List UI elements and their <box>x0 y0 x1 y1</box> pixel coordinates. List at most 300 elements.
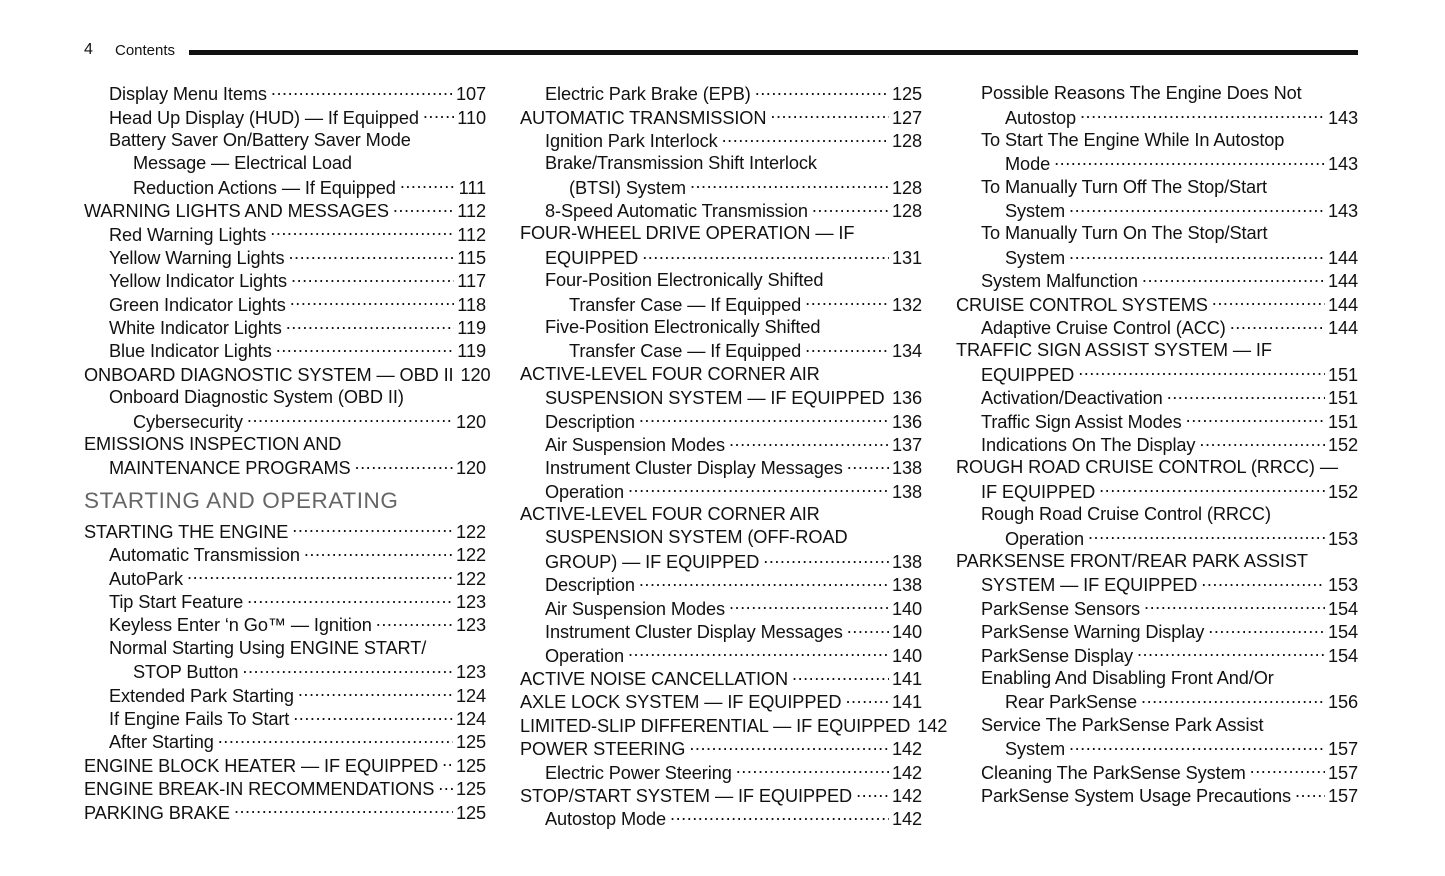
toc-entry-title: Extended Park Starting <box>109 685 294 706</box>
toc-entry[interactable] <box>520 176 922 199</box>
dot-leader <box>393 199 454 217</box>
toc-entry-title: Activation/Deactivation <box>981 388 1163 409</box>
toc-page-number: 125 <box>455 779 486 800</box>
dot-leader <box>1250 760 1325 778</box>
toc-entry[interactable] <box>84 105 486 128</box>
toc-entry-title: FOUR-WHEEL DRIVE OPERATION — IF <box>520 223 855 244</box>
toc-entry-title: AutoPark <box>109 568 184 589</box>
toc-entry-title: (BTSI) System <box>569 177 686 198</box>
dot-leader <box>628 643 889 661</box>
dot-leader <box>792 667 889 685</box>
toc-entry-heading[interactable] <box>520 105 922 128</box>
toc-entry-title: Yellow Indicator Lights <box>109 271 288 292</box>
toc-entry-title: After Starting <box>109 732 214 753</box>
toc-entry-title: ACTIVE-LEVEL FOUR CORNER AIR <box>520 363 820 384</box>
toc-entry[interactable] <box>956 409 1358 432</box>
dot-leader <box>805 339 889 357</box>
toc-entry[interactable] <box>956 246 1358 269</box>
dot-leader <box>1144 597 1325 615</box>
toc-entry-heading[interactable] <box>84 754 486 777</box>
toc-entry-title: Mode <box>1005 154 1051 175</box>
toc-entry[interactable] <box>84 82 486 105</box>
toc-entry-title: Operation <box>1005 528 1084 549</box>
dot-leader <box>242 660 453 678</box>
toc-entry-title: POWER STEERING <box>520 739 686 760</box>
toc-entry[interactable] <box>84 316 486 339</box>
toc-page-number: 138 <box>891 458 922 479</box>
dot-leader <box>1078 363 1325 381</box>
toc-entry-title: AUTOMATIC TRANSMISSION <box>520 107 767 128</box>
toc-entry-heading[interactable] <box>956 293 1358 316</box>
toc-entry-heading[interactable] <box>84 777 486 800</box>
dot-leader <box>755 82 889 100</box>
toc-entry[interactable] <box>956 690 1358 713</box>
toc-entry[interactable] <box>956 386 1358 409</box>
toc-entry <box>956 667 1358 690</box>
toc-page-number: 154 <box>1327 622 1358 643</box>
dot-leader <box>1069 246 1325 264</box>
dot-leader <box>729 597 889 615</box>
toc-entry[interactable] <box>520 129 922 152</box>
dot-leader <box>292 520 453 538</box>
dot-leader <box>1199 433 1325 451</box>
dot-leader <box>1295 784 1325 802</box>
toc-entry-title: TRAFFIC SIGN ASSIST SYSTEM — IF <box>956 340 1272 361</box>
toc-entry-title: WARNING LIGHTS AND MESSAGES <box>84 201 389 222</box>
dot-leader <box>234 800 453 818</box>
header-rule <box>189 50 1358 55</box>
dot-leader <box>736 760 889 778</box>
toc-entry <box>956 503 1358 526</box>
dot-leader <box>689 737 889 755</box>
toc-entry-title: Air Suspension Modes <box>545 435 725 456</box>
toc-entry-title: Tip Start Feature <box>109 592 244 612</box>
toc-entry-heading <box>956 456 1358 479</box>
toc-entry[interactable] <box>84 730 486 753</box>
toc-page-number: 143 <box>1327 154 1358 175</box>
toc-entry[interactable] <box>84 566 486 589</box>
toc-page-number: 151 <box>1327 411 1358 432</box>
toc-entry-heading <box>520 363 922 386</box>
toc-entry-title: Reduction Actions — If Equipped <box>133 177 396 198</box>
toc-entry[interactable] <box>520 550 922 573</box>
toc-entry[interactable] <box>956 597 1358 620</box>
toc-page-number: 143 <box>1327 201 1358 222</box>
toc-entry-title: Four-Position Electronically Shifted <box>545 270 824 291</box>
dot-leader <box>1137 643 1325 661</box>
toc-entry-title: Enabling And Disabling Front And/Or <box>981 667 1274 688</box>
toc-entry-title: CRUISE CONTROL SYSTEMS <box>956 294 1208 315</box>
toc-entry[interactable] <box>520 409 922 432</box>
toc-entry[interactable] <box>956 105 1358 128</box>
toc-page-number: 125 <box>455 802 486 823</box>
toc-entry-heading[interactable] <box>84 199 486 222</box>
toc-entry[interactable] <box>520 760 922 783</box>
section-heading: STARTING AND OPERATING <box>84 487 399 513</box>
dot-leader <box>812 199 889 217</box>
toc-page-number: 137 <box>891 435 922 456</box>
toc-page-number: 119 <box>457 318 486 339</box>
toc-entry[interactable] <box>956 643 1358 666</box>
toc-entry-title: STARTING THE ENGINE <box>84 521 289 542</box>
dot-leader <box>1054 152 1325 170</box>
toc-entry[interactable] <box>956 433 1358 456</box>
toc-entry-heading[interactable] <box>84 363 491 386</box>
toc-page-number: 111 <box>458 177 486 198</box>
dot-leader <box>270 222 454 240</box>
toc-entry-title: Transfer Case — If Equipped <box>569 294 802 315</box>
toc-entry[interactable] <box>520 456 922 479</box>
toc-page-number: 152 <box>1327 435 1358 456</box>
toc-page-number: 123 <box>455 662 486 683</box>
toc-entry[interactable] <box>84 293 486 316</box>
dot-leader <box>438 777 453 795</box>
toc-entry[interactable] <box>956 480 1358 503</box>
toc-entry[interactable] <box>956 784 1358 807</box>
dot-leader <box>722 129 889 147</box>
toc-column-3 <box>956 82 1358 807</box>
toc-page-number: 122 <box>455 568 486 589</box>
toc-entry <box>520 316 922 339</box>
dot-leader <box>376 613 453 631</box>
toc-page-number: 144 <box>1327 271 1358 292</box>
toc-entry-heading[interactable] <box>520 737 922 760</box>
dot-leader <box>304 543 453 561</box>
toc-entry-title: Possible Reasons The Engine Does Not <box>981 83 1302 103</box>
toc-entry-title: Cleaning The ParkSense System <box>981 762 1246 783</box>
toc-entry-title: ParkSense Sensors <box>981 598 1141 619</box>
toc-entry-title: System <box>1005 247 1066 268</box>
toc-page-number: 107 <box>455 84 486 105</box>
toc-page-number: 142 <box>891 762 922 783</box>
toc-entry[interactable] <box>520 620 922 643</box>
dot-leader <box>1080 105 1325 123</box>
toc-entry[interactable] <box>84 707 486 730</box>
toc-page-number: 152 <box>1327 481 1358 502</box>
toc-page-number: 138 <box>891 481 922 502</box>
toc-entry-title: STOP/START SYSTEM — IF EQUIPPED <box>520 785 853 806</box>
toc-entry[interactable] <box>520 807 922 830</box>
toc-entry <box>520 526 922 549</box>
toc-entry[interactable] <box>956 620 1358 643</box>
toc-entry-title: Indications On The Display <box>981 435 1196 456</box>
toc-entry-title: To Start The Engine While In Autostop <box>981 129 1285 150</box>
toc-entry[interactable] <box>84 222 486 245</box>
toc-entry-title: ENGINE BLOCK HEATER — IF EQUIPPED <box>84 755 439 776</box>
toc-entry-title: PARKSENSE FRONT/REAR PARK ASSIST <box>956 550 1308 571</box>
dot-leader <box>286 316 455 334</box>
toc-entry-title: Air Suspension Modes <box>545 598 725 619</box>
toc-entry <box>956 82 1358 105</box>
toc-entry-title: Instrument Cluster Display Messages <box>545 622 843 643</box>
toc-entry-heading <box>84 433 486 456</box>
toc-entry-title: Battery Saver On/Battery Saver Mode <box>109 129 411 150</box>
toc-entry-title: SUSPENSION SYSTEM (OFF-ROAD <box>545 527 848 548</box>
dot-leader <box>763 550 889 568</box>
toc-entry-title: ParkSense Warning Display <box>981 622 1205 643</box>
toc-page-number: 143 <box>1327 107 1358 128</box>
toc-page-number: 118 <box>457 294 486 315</box>
dot-leader <box>423 105 454 123</box>
dot-leader <box>289 246 455 264</box>
toc-page-number: 122 <box>455 521 486 542</box>
toc-entry-title: ROUGH ROAD CRUISE CONTROL (RRCC) — <box>956 457 1338 478</box>
toc-entry[interactable] <box>956 316 1358 339</box>
toc-page-number: 142 <box>891 785 922 806</box>
toc-entry[interactable] <box>520 199 922 222</box>
toc-entry-heading <box>956 339 1358 362</box>
toc-entry-title: EQUIPPED <box>545 247 639 268</box>
toc-entry[interactable] <box>520 246 922 269</box>
toc-page-number: 157 <box>1327 762 1358 783</box>
toc-page-number: 125 <box>455 732 486 753</box>
toc-column-1 <box>84 82 491 824</box>
toc-entry[interactable] <box>84 339 486 362</box>
toc-entry-title: Keyless Enter ‘n Go™ — Ignition <box>109 615 372 636</box>
toc-entry-title: STOP Button <box>133 662 239 683</box>
dot-leader <box>642 246 889 264</box>
toc-entry-title: To Manually Turn On The Stop/Start <box>981 223 1268 244</box>
toc-page-number: 144 <box>1327 294 1358 315</box>
dot-leader <box>856 784 889 802</box>
toc-page-number: 153 <box>1327 528 1358 549</box>
dot-leader <box>291 269 454 287</box>
toc-entry-title: Green Indicator Lights <box>109 294 286 315</box>
toc-page-number: 157 <box>1327 785 1358 806</box>
toc-page-number: 128 <box>891 130 922 151</box>
toc-page-number: 157 <box>1327 739 1358 760</box>
toc-page-number: 115 <box>457 247 486 268</box>
toc-entry-title: ParkSense Display <box>981 645 1133 666</box>
dot-leader <box>770 105 889 123</box>
dot-leader <box>276 339 455 357</box>
toc-entry[interactable] <box>520 643 922 666</box>
dot-leader <box>1186 409 1325 427</box>
toc-page-number: 138 <box>891 575 922 596</box>
toc-entry-title: SYSTEM — IF EQUIPPED <box>981 575 1198 596</box>
toc-entry[interactable] <box>84 456 486 479</box>
toc-entry-title: Message — Electrical Load <box>133 153 352 174</box>
toc-entry-heading <box>520 222 922 245</box>
toc-entry-title: Adaptive Cruise Control (ACC) <box>981 318 1226 339</box>
toc-column-2 <box>520 82 948 831</box>
toc-entry-title: SUSPENSION SYSTEM — IF EQUIPPED <box>545 388 885 409</box>
toc-page-number: 122 <box>455 545 486 566</box>
dot-leader <box>290 293 455 311</box>
toc-entry[interactable] <box>956 737 1358 760</box>
toc-entry-title: AXLE LOCK SYSTEM — IF EQUIPPED <box>520 692 842 713</box>
toc-page-number: 120 <box>455 458 486 479</box>
toc-entry-heading <box>520 503 922 526</box>
toc-entry-title: Service The ParkSense Park Assist <box>981 714 1264 735</box>
toc-page-number: 124 <box>455 685 486 706</box>
dot-leader <box>187 566 453 584</box>
toc-entry[interactable] <box>956 269 1358 292</box>
toc-page-number: 151 <box>1327 364 1358 385</box>
dot-leader <box>1069 199 1325 217</box>
toc-entry[interactable] <box>84 543 486 566</box>
toc-page-number: 132 <box>891 294 922 315</box>
toc-page-number: 136 <box>891 411 922 432</box>
toc-entry-title: Operation <box>545 481 624 502</box>
toc-entry-title: System <box>1005 201 1066 222</box>
toc-entry-title: Rear ParkSense <box>1005 692 1138 713</box>
toc-entry-title: ENGINE BREAK-IN RECOMMENDATIONS <box>84 779 435 800</box>
toc-entry-heading[interactable] <box>84 800 486 823</box>
dot-leader <box>355 456 453 474</box>
toc-page-number: 119 <box>457 341 486 362</box>
dot-leader <box>639 573 889 591</box>
dot-leader <box>1212 293 1325 311</box>
toc-entry[interactable] <box>520 573 922 596</box>
toc-page-number: 154 <box>1327 598 1358 619</box>
toc-page-number: 117 <box>457 271 486 292</box>
dot-leader <box>670 807 889 825</box>
toc-entry[interactable] <box>84 269 486 292</box>
dot-leader <box>1142 269 1325 287</box>
dot-leader <box>442 754 453 772</box>
dot-leader <box>847 456 889 474</box>
toc-entry-title: Rough Road Cruise Control (RRCC) <box>981 504 1271 525</box>
running-title: Contents <box>115 41 176 59</box>
toc-page-number: 134 <box>891 341 922 362</box>
toc-entry <box>520 152 922 175</box>
toc-entry[interactable] <box>956 152 1358 175</box>
toc-entry[interactable] <box>956 760 1358 783</box>
dot-leader <box>298 683 453 701</box>
toc-entry[interactable] <box>84 660 486 683</box>
dot-leader <box>1230 316 1325 334</box>
toc-entry[interactable] <box>520 480 922 503</box>
toc-entry-title: Traffic Sign Assist Modes <box>981 411 1182 432</box>
toc-page-number: 128 <box>891 177 922 198</box>
toc-entry-heading[interactable] <box>520 667 922 690</box>
toc-entry-title: To Manually Turn Off The Stop/Start <box>981 176 1267 197</box>
toc-entry-title: 8-Speed Automatic Transmission <box>545 201 808 222</box>
toc-page-number: 120 <box>455 411 486 432</box>
dot-leader <box>805 293 889 311</box>
toc-page-number: 142 <box>891 809 922 830</box>
toc-entry-title: ParkSense System Usage Precautions <box>981 785 1291 806</box>
toc-entry <box>84 386 486 409</box>
toc-page-number: 154 <box>1327 645 1358 666</box>
toc-page-number: 123 <box>455 592 486 612</box>
toc-entry[interactable] <box>84 409 486 432</box>
toc-page-number: 151 <box>1327 388 1358 409</box>
toc-entry-title: Autostop Mode <box>545 809 667 830</box>
toc-entry-title: Normal Starting Using ENGINE START/ <box>109 637 427 658</box>
dot-leader <box>1069 737 1325 755</box>
dot-leader <box>218 730 453 748</box>
toc-entry[interactable] <box>956 573 1358 596</box>
toc-entry <box>84 129 486 152</box>
toc-entry-title: GROUP) — IF EQUIPPED <box>545 552 760 572</box>
toc-entry-heading[interactable] <box>520 690 922 713</box>
dot-leader <box>271 82 453 100</box>
toc-entry-heading <box>956 550 1358 573</box>
toc-entry[interactable] <box>956 526 1358 549</box>
toc-page-number: 140 <box>891 622 922 643</box>
toc-entry-heading[interactable] <box>520 784 922 807</box>
toc-entry <box>956 714 1358 737</box>
dot-leader <box>1201 573 1325 591</box>
toc-entry[interactable] <box>520 293 922 316</box>
toc-entry-title: Instrument Cluster Display Messages <box>545 458 843 479</box>
dot-leader <box>639 409 889 427</box>
toc-entry-title: Description <box>545 411 635 432</box>
toc-page-number: 141 <box>891 668 922 689</box>
toc-page-number: 142 <box>917 715 948 736</box>
dot-leader <box>1208 620 1325 638</box>
toc-entry-title: Red Warning Lights <box>109 224 267 245</box>
toc-entry[interactable] <box>956 363 1358 386</box>
toc-entry-title: Brake/Transmission Shift Interlock <box>545 153 817 174</box>
toc-page-number: 144 <box>1327 247 1358 268</box>
dot-leader <box>690 176 889 194</box>
toc-entry[interactable] <box>84 683 486 706</box>
toc-entry-title: Description <box>545 575 635 596</box>
toc-entry-title: Blue Indicator Lights <box>109 341 272 362</box>
toc-page-number: 125 <box>891 84 922 105</box>
toc-entry-title: If Engine Fails To Start <box>109 708 290 729</box>
toc-entry-title: IF EQUIPPED <box>981 481 1096 502</box>
page-number: 4 <box>84 41 93 58</box>
toc-entry-heading[interactable] <box>520 714 948 737</box>
toc-page-number: 140 <box>891 645 922 666</box>
dot-leader <box>1099 480 1325 498</box>
toc-entry <box>520 269 922 292</box>
toc-page-number: 156 <box>1327 692 1358 713</box>
toc-page-number: 153 <box>1327 575 1358 596</box>
dot-leader <box>293 707 453 725</box>
toc-entry-title: Electric Park Brake (EPB) <box>545 84 751 105</box>
toc-entry-title: White Indicator Lights <box>109 318 282 339</box>
toc-entry-title: Display Menu Items <box>109 84 267 105</box>
toc-entry[interactable] <box>520 386 922 409</box>
toc-entry-title: Head Up Display (HUD) — If Equipped <box>109 107 419 128</box>
toc-entry[interactable] <box>520 597 922 620</box>
toc-entry-title: LIMITED-SLIP DIFFERENTIAL — IF EQUIPPED <box>520 715 911 736</box>
toc-page-number: 120 <box>460 364 491 385</box>
toc-entry[interactable] <box>956 199 1358 222</box>
toc-entry[interactable] <box>84 176 486 199</box>
toc-page-number: 142 <box>891 739 922 760</box>
toc-entry-title: Electric Power Steering <box>545 762 732 783</box>
toc-entry[interactable] <box>520 433 922 456</box>
dot-leader <box>729 433 889 451</box>
toc-page-number: 128 <box>891 201 922 222</box>
toc-page-number: 131 <box>891 247 922 268</box>
toc-entry-title: ONBOARD DIAGNOSTIC SYSTEM — OBD II <box>84 364 454 385</box>
toc-entry <box>956 222 1358 245</box>
toc-entry[interactable] <box>84 613 486 636</box>
toc-entry[interactable] <box>84 590 486 613</box>
toc-page-number: 112 <box>457 201 486 222</box>
toc-page-number: 125 <box>455 755 486 776</box>
toc-entry-title: Transfer Case — If Equipped <box>569 341 802 362</box>
toc-entry[interactable] <box>520 339 922 362</box>
toc-entry-heading[interactable] <box>84 520 486 543</box>
toc-entry[interactable] <box>84 246 486 269</box>
toc-page-number: 136 <box>891 388 922 409</box>
dot-leader <box>845 690 889 708</box>
dot-leader <box>847 620 889 638</box>
toc-entry-title: EMISSIONS INSPECTION AND <box>84 433 342 454</box>
toc-page-number: 127 <box>891 107 922 128</box>
toc-entry-title: MAINTENANCE PROGRAMS <box>109 458 351 479</box>
toc-entry[interactable] <box>520 82 922 105</box>
dot-leader <box>247 590 453 608</box>
